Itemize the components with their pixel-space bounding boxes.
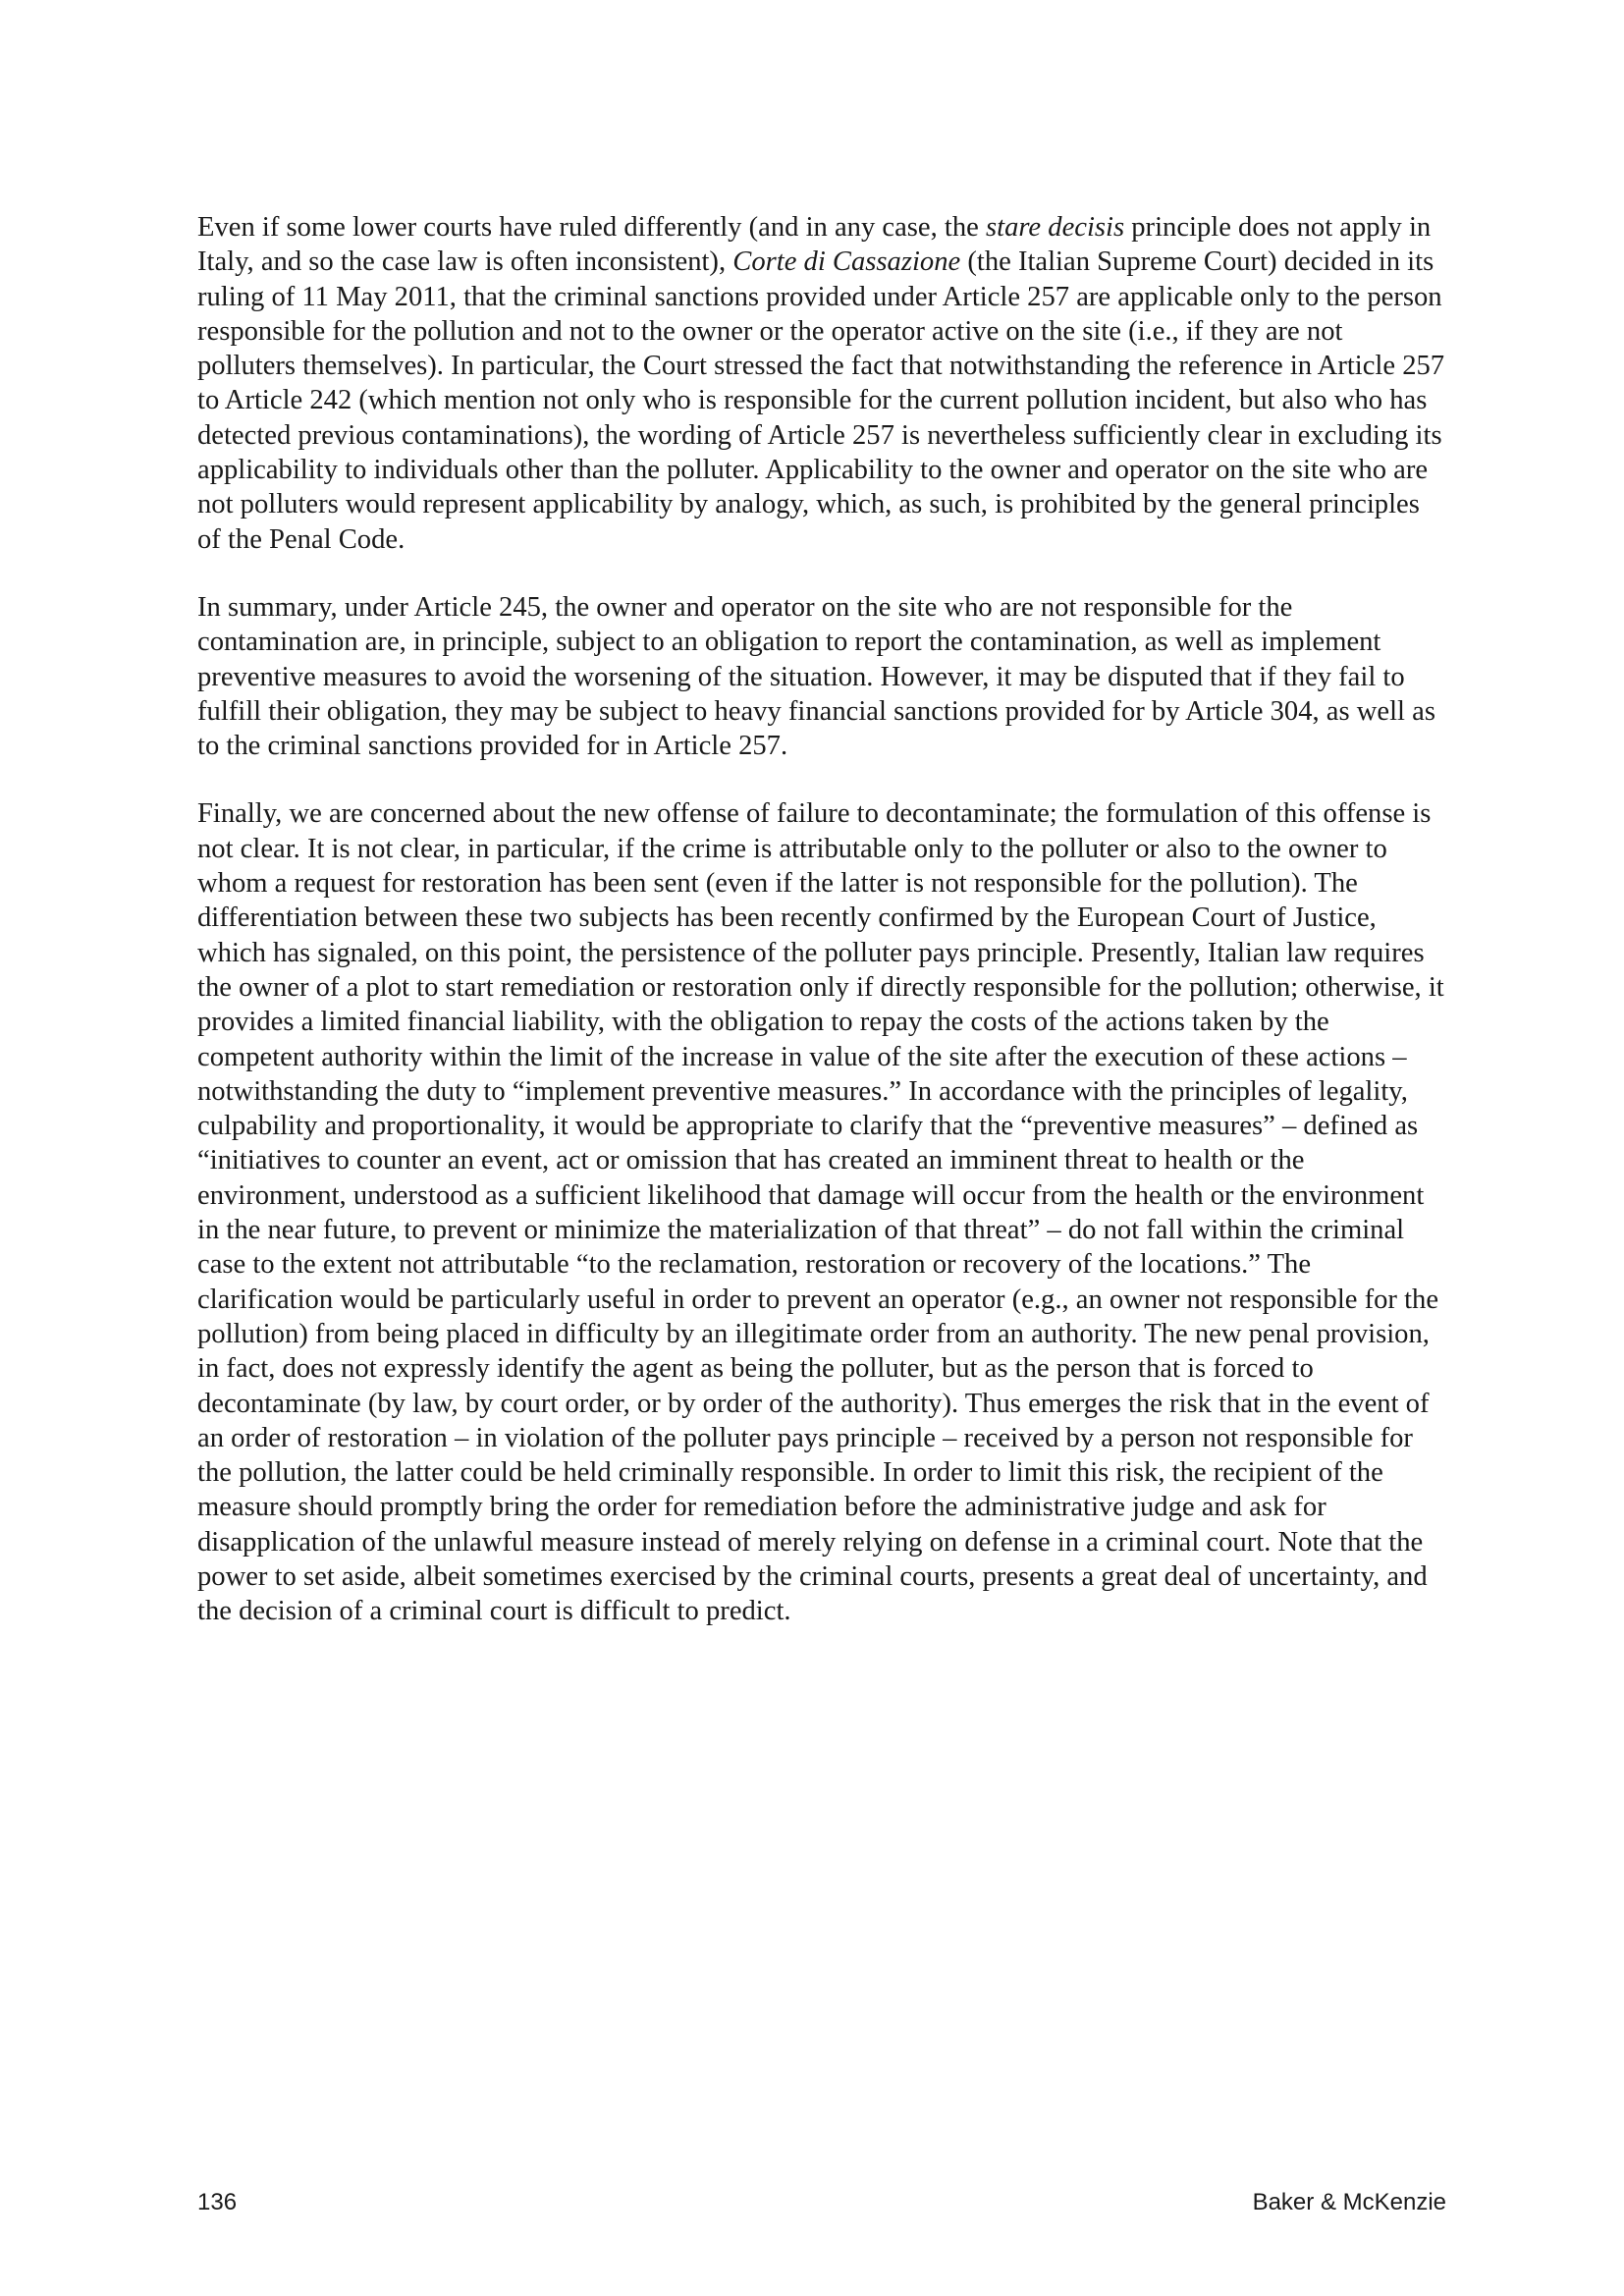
text-segment: In summary, under Article 245, the owner and operator on the site who are not responsible for the contamination are, in principle, subject to an obligation to report the contamination, as well as implement preventive measures to avoid the worsening of the situation. However, it may be disputed that if they fail to fulfill their obligation, they may be subject to heavy financial sanctions provided for by Article 304, as well as to the criminal sanctions provided for in Article 257. xyxy=(197,591,1435,762)
text-segment: (the Italian Supreme Court) decided in its ruling of 11 May 2011, that the criminal sanctions provided under Article 257 are applicable only to the person responsible for the pollution and not to the owner or the operator active on the site (i.e., if they are not polluters themselves). In particular, the Court stressed the fact that notwithstanding the reference in Article 257 to Article 242 (which mention not only who is responsible for the current pollution incident, but also who has detected previous contaminations), the wording of Article 257 is nevertheless sufficiently clear in excluding its applicability to individuals other than the polluter. Applicability to the owner and operator on the site who are not polluters would represent applicability by analogy, which, as such, is prohibited by the general principles of the Penal Code. xyxy=(197,246,1445,555)
italic-term: stare decisis xyxy=(986,212,1125,243)
body-text xyxy=(197,210,1446,1663)
text-segment: Even if some lower courts have ruled differently (and in any case, the xyxy=(197,212,986,243)
paragraph-2 xyxy=(197,590,1446,763)
italic-term: Corte di Cassazione xyxy=(732,246,961,278)
paragraph-1 xyxy=(197,210,1446,557)
paragraph-3 xyxy=(197,796,1446,1628)
text-segment: Finally, we are concerned about the new offense of failure to decontaminate; the formulation of this offense is not clear. It is not clear, in particular, if the crime is attributable only to the polluter or also to the owner to whom a request for restoration has been sent (even if the latter is not responsible for the pollution). The differentiation between these two subjects has been recently confirmed by the European Court of Justice, which has signaled, on this point, the persistence of the polluter pays principle. Presently, Italian law requires the owner of a plot to start remediation or restoration only if directly responsible for the pollution; otherwise, it provides a limited financial liability, with the obligation to repay the costs of the actions taken by the competent authority within the limit of the increase in value of the site after the execution of these actions – notwithstanding the duty to “implement preventive measures.” In accordance with the principles of legality, culpability and proportionality, it would be appropriate to clarify that the “preventive measures” – defined as “initiatives to counter an event, act or omission that has created an imminent threat to health or the environment, understood as a sufficient likelihood that damage will occur from the health or the environment in the near future, to prevent or minimize the materialization of that threat” – do not fall within the criminal case to the extent not attributable “to the reclamation, restoration or recovery of the locations.” The clarification would be particularly useful in order to prevent an operator (e.g., an owner not responsible for the pollution) from being placed in difficulty by an illegitimate order from an authority. The new penal provision, in fact, does not expressly identify the agent as being the polluter, but as the person that is forced to decontaminate (by law, by court order, or by order of the authority). Thus emerges the risk that in the event of an order of restoration – in violation of the polluter pays principle – received by a person not responsible for the pollution, the latter could be held criminally responsible. In order to limit this risk, the recipient of the measure should promptly bring the order for remediation before the administrative judge and ask for disapplication of the unlawful measure instead of merely relying on defense in a criminal court. Note that the power to set aside, albeit sometimes exercised by the criminal courts, presents a great deal of uncertainty, and the decision of a criminal court is difficult to predict. xyxy=(197,798,1444,1627)
footer-publisher: Baker & McKenzie xyxy=(1252,2189,1446,2215)
page-number: 136 xyxy=(197,2189,238,2215)
text-segment: principle does not apply in Italy, and so the case law is often inconsistent), xyxy=(197,212,1432,278)
